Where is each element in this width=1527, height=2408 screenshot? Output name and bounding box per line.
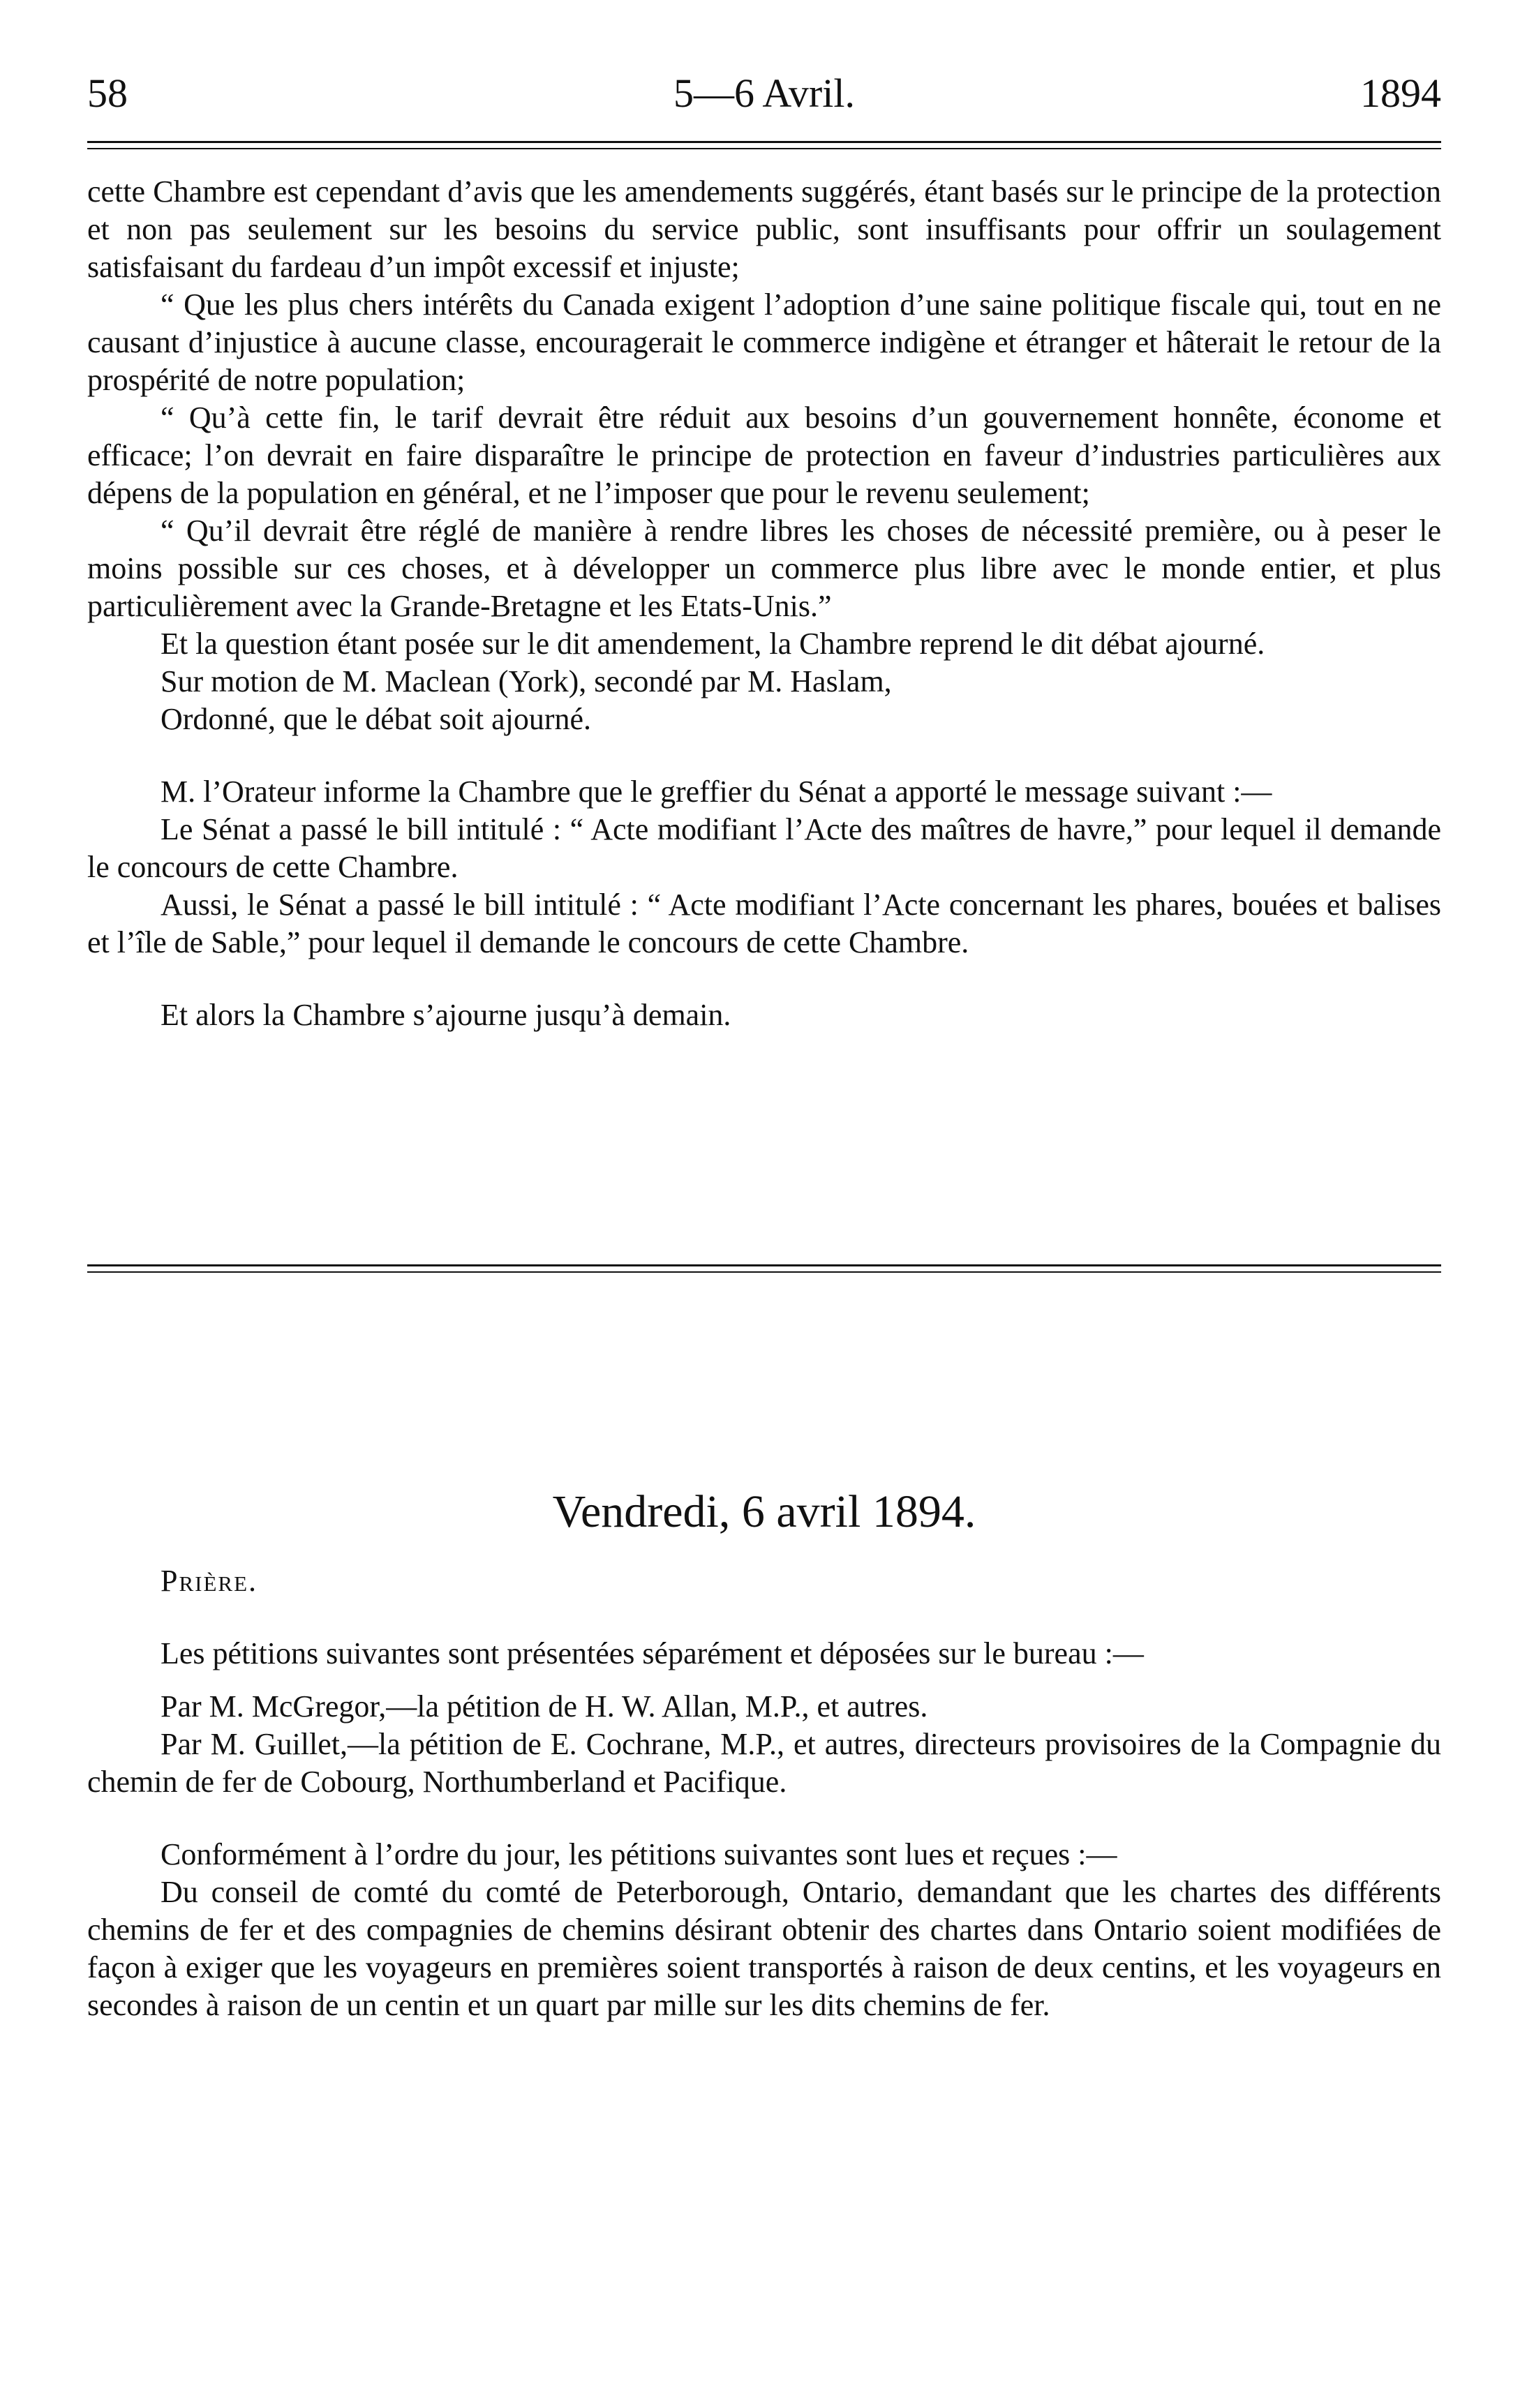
running-head xyxy=(87,70,1441,126)
section-rule xyxy=(87,1264,1441,1273)
paragraph: Et la question étant posée sur le dit amendement, la Chambre reprend le dit débat ajourné. xyxy=(161,627,1265,661)
paragraph: “ Que les plus chers intérêts du Canada exigent l’adoption d’une saine politique fiscale qui, tout en ne causant d’injustice à aucune classe, encouragerait le commerce indigène et étranger et hâterait le retour de la prospérité de notre population; xyxy=(87,287,1441,397)
top-section xyxy=(87,173,1441,1034)
paragraph: “ Qu’à cette fin, le tarif devrait être réduit aux besoins d’un gouvernement honnête, économe et efficace; l’on devrait en faire disparaître le principe de protection en faveur d’industries particulières aux dépens de la population en général, et ne l’imposer que pour le revenu seulement; xyxy=(87,401,1441,510)
petition-item: Par M. McGregor,—la pétition de H. W. Allan, M.P., et autres. xyxy=(161,1689,928,1723)
petition-item: Par M. Guillet,—la pétition de E. Cochrane, M.P., et autres, directeurs provisoires de la Compagnie du chemin de fer de Cobourg, Northumberland et Pacifique. xyxy=(87,1727,1441,1799)
message-paragraph: Aussi, le Sénat a passé le bill intitulé : “ Acte modifiant l’Acte concernant les phares, bouées et balises et l’île de Sable,” pour lequel il demande le concours de cette Chambre. xyxy=(87,888,1441,959)
priere-label: Prière. xyxy=(161,1564,258,1598)
header-rule xyxy=(87,141,1441,149)
petitions-intro: Les pétitions suivantes sont présentées séparément et déposées sur le bureau :— xyxy=(161,1636,1144,1670)
message-paragraph: M. l’Orateur informe la Chambre que le greffier du Sénat a apporté le message suivant :— xyxy=(161,775,1272,809)
paragraph: “ Qu’il devrait être réglé de manière à rendre libres les choses de nécessité première, ou à peser le moins possible sur ces choses, et à développer un commerce plus libre avec le monde entier, et plus particulièrement avec la Grande-Bretagne et les Etats-Unis.” xyxy=(87,514,1441,623)
paragraph: Ordonné, que le débat soit ajourné. xyxy=(161,702,592,736)
read-item: Du conseil de comté du comté de Peterborough, Ontario, demandant que les chartes des différents chemins de fer et des compagnies de chemins désirant obtenir des chartes dans Ontario soient modifiées de façon à exiger que les voyageurs en premières soient transportés à raison de deux centins, et les voyageurs en secondes à raison de un centin et un quart par mille sur les dits chemins de fer. xyxy=(87,1875,1441,2022)
page-number: 58 xyxy=(87,70,128,116)
paragraph: cette Chambre est cependant d’avis que les amendements suggérés, étant basés sur le principe de la protection et non pas seulement sur les besoins du service public, sont insuffisants pour offrir un soulagement satisfaisant du fardeau d’un impôt excessif et injuste; xyxy=(87,174,1441,284)
running-date: 5—6 Avril. xyxy=(673,70,855,116)
running-year: 1894 xyxy=(1360,70,1441,116)
message-paragraph: Le Sénat a passé le bill intitulé : “ Acte modifiant l’Acte des maîtres de havre,” pour lequel il demande le concours de cette Chambre. xyxy=(87,812,1441,884)
day-heading: Vendredi, 6 avril 1894. xyxy=(552,1486,976,1537)
read-intro: Conformément à l’ordre du jour, les pétitions suivantes sont lues et reçues :— xyxy=(161,1837,1117,1871)
paragraph: Sur motion de M. Maclean (York), secondé par M. Haslam, xyxy=(161,664,892,698)
journal-page xyxy=(87,70,1441,2024)
new-day-section xyxy=(87,1562,1441,2024)
closing-paragraph: Et alors la Chambre s’ajourne jusqu’à demain. xyxy=(161,998,731,1032)
